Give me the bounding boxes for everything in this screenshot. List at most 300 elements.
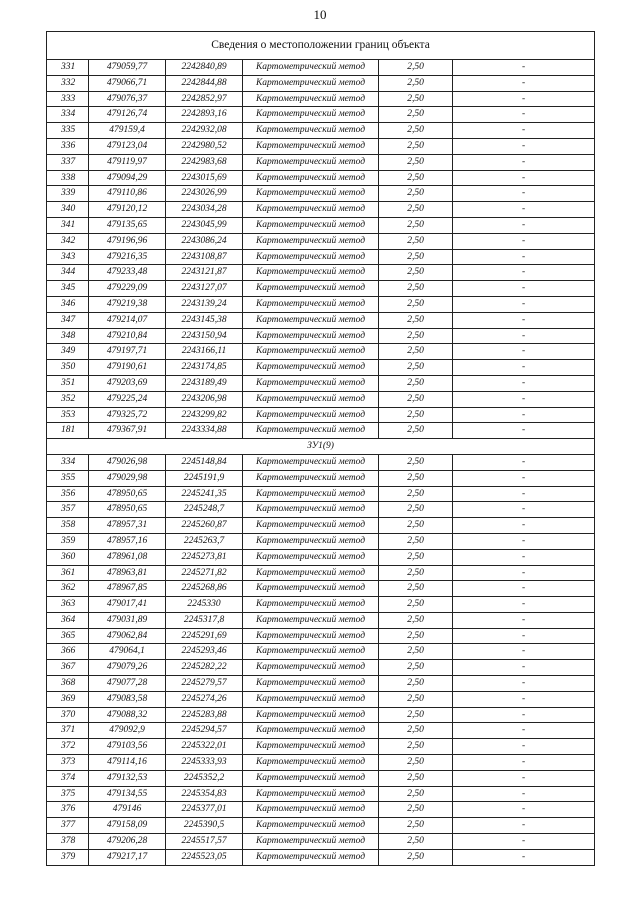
table-row <box>47 786 595 802</box>
accuracy-cell: 2,50 <box>379 123 453 139</box>
section-label: ЗУ1(9) <box>47 439 595 455</box>
table-row <box>47 344 595 360</box>
accuracy-cell: 2,50 <box>379 644 453 660</box>
table-row <box>47 154 595 170</box>
note-cell: - <box>453 407 595 423</box>
point-number-cell: 338 <box>47 170 89 186</box>
accuracy-cell: 2,50 <box>379 75 453 91</box>
accuracy-cell: 2,50 <box>379 407 453 423</box>
x-coordinate-cell: 479325,72 <box>89 407 166 423</box>
y-coordinate-cell: 2245330 <box>166 597 243 613</box>
x-coordinate-cell: 479134,55 <box>89 786 166 802</box>
x-coordinate-cell: 478950,65 <box>89 502 166 518</box>
table-row <box>47 644 595 660</box>
note-cell: - <box>453 755 595 771</box>
note-cell: - <box>453 691 595 707</box>
table-row <box>47 739 595 755</box>
method-cell: Картометрический метод <box>243 486 379 502</box>
point-number-cell: 356 <box>47 486 89 502</box>
method-cell: Картометрический метод <box>243 518 379 534</box>
x-coordinate-cell: 479135,65 <box>89 217 166 233</box>
point-number-cell: 353 <box>47 407 89 423</box>
point-number-cell: 350 <box>47 360 89 376</box>
note-cell: - <box>453 107 595 123</box>
point-number-cell: 379 <box>47 849 89 865</box>
note-cell: - <box>453 123 595 139</box>
point-number-cell: 336 <box>47 138 89 154</box>
accuracy-cell: 2,50 <box>379 375 453 391</box>
table-row <box>47 296 595 312</box>
note-cell: - <box>453 628 595 644</box>
y-coordinate-cell: 2245523,05 <box>166 849 243 865</box>
note-cell: - <box>453 486 595 502</box>
y-coordinate-cell: 2245274,26 <box>166 691 243 707</box>
method-cell: Картометрический метод <box>243 755 379 771</box>
method-cell: Картометрический метод <box>243 470 379 486</box>
y-coordinate-cell: 2245248,7 <box>166 502 243 518</box>
accuracy-cell: 2,50 <box>379 723 453 739</box>
method-cell: Картометрический метод <box>243 723 379 739</box>
table-row <box>47 328 595 344</box>
boundary-coordinates-table <box>46 31 595 866</box>
table-row <box>47 612 595 628</box>
point-number-cell: 348 <box>47 328 89 344</box>
note-cell: - <box>453 470 595 486</box>
method-cell: Картометрический метод <box>243 676 379 692</box>
method-cell: Картометрический метод <box>243 265 379 281</box>
method-cell: Картометрический метод <box>243 581 379 597</box>
point-number-cell: 349 <box>47 344 89 360</box>
table-row <box>47 802 595 818</box>
y-coordinate-cell: 2243206,98 <box>166 391 243 407</box>
x-coordinate-cell: 478967,85 <box>89 581 166 597</box>
x-coordinate-cell: 479225,24 <box>89 391 166 407</box>
point-number-cell: 369 <box>47 691 89 707</box>
x-coordinate-cell: 479217,17 <box>89 849 166 865</box>
point-number-cell: 343 <box>47 249 89 265</box>
note-cell: - <box>453 138 595 154</box>
x-coordinate-cell: 479233,48 <box>89 265 166 281</box>
method-cell: Картометрический метод <box>243 217 379 233</box>
table-row <box>47 375 595 391</box>
point-number-cell: 334 <box>47 454 89 470</box>
method-cell: Картометрический метод <box>243 834 379 850</box>
point-number-cell: 365 <box>47 628 89 644</box>
note-cell: - <box>453 581 595 597</box>
accuracy-cell: 2,50 <box>379 707 453 723</box>
y-coordinate-cell: 2243189,49 <box>166 375 243 391</box>
accuracy-cell: 2,50 <box>379 818 453 834</box>
y-coordinate-cell: 2243145,38 <box>166 312 243 328</box>
accuracy-cell: 2,50 <box>379 312 453 328</box>
accuracy-cell: 2,50 <box>379 186 453 202</box>
table-row <box>47 502 595 518</box>
note-cell: - <box>453 170 595 186</box>
table-row <box>47 834 595 850</box>
point-number-cell: 351 <box>47 375 89 391</box>
note-cell: - <box>453 375 595 391</box>
note-cell: - <box>453 612 595 628</box>
accuracy-cell: 2,50 <box>379 344 453 360</box>
y-coordinate-cell: 2243150,94 <box>166 328 243 344</box>
x-coordinate-cell: 479229,09 <box>89 281 166 297</box>
accuracy-cell: 2,50 <box>379 217 453 233</box>
accuracy-cell: 2,50 <box>379 202 453 218</box>
accuracy-cell: 2,50 <box>379 486 453 502</box>
method-cell: Картометрический метод <box>243 612 379 628</box>
x-coordinate-cell: 479092,9 <box>89 723 166 739</box>
y-coordinate-cell: 2243034,28 <box>166 202 243 218</box>
method-cell: Картометрический метод <box>243 360 379 376</box>
point-number-cell: 370 <box>47 707 89 723</box>
accuracy-cell: 2,50 <box>379 470 453 486</box>
section-row <box>47 439 595 455</box>
point-number-cell: 332 <box>47 75 89 91</box>
table-row <box>47 486 595 502</box>
note-cell: - <box>453 707 595 723</box>
method-cell: Картометрический метод <box>243 138 379 154</box>
x-coordinate-cell: 478963,81 <box>89 565 166 581</box>
x-coordinate-cell: 479026,98 <box>89 454 166 470</box>
accuracy-cell: 2,50 <box>379 549 453 565</box>
note-cell: - <box>453 533 595 549</box>
y-coordinate-cell: 2245282,22 <box>166 660 243 676</box>
accuracy-cell: 2,50 <box>379 676 453 692</box>
x-coordinate-cell: 479210,84 <box>89 328 166 344</box>
y-coordinate-cell: 2245294,57 <box>166 723 243 739</box>
point-number-cell: 344 <box>47 265 89 281</box>
accuracy-cell: 2,50 <box>379 533 453 549</box>
y-coordinate-cell: 2243045,99 <box>166 217 243 233</box>
x-coordinate-cell: 479017,41 <box>89 597 166 613</box>
method-cell: Картометрический метод <box>243 202 379 218</box>
x-coordinate-cell: 479110,86 <box>89 186 166 202</box>
x-coordinate-cell: 479367,91 <box>89 423 166 439</box>
table-row <box>47 470 595 486</box>
method-cell: Картометрический метод <box>243 123 379 139</box>
note-cell: - <box>453 217 595 233</box>
method-cell: Картометрический метод <box>243 533 379 549</box>
y-coordinate-cell: 2242893,16 <box>166 107 243 123</box>
accuracy-cell: 2,50 <box>379 581 453 597</box>
table-row <box>47 281 595 297</box>
point-number-cell: 377 <box>47 818 89 834</box>
method-cell: Картометрический метод <box>243 296 379 312</box>
y-coordinate-cell: 2245271,82 <box>166 565 243 581</box>
table-row <box>47 123 595 139</box>
x-coordinate-cell: 479120,12 <box>89 202 166 218</box>
method-cell: Картометрический метод <box>243 739 379 755</box>
x-coordinate-cell: 479119,97 <box>89 154 166 170</box>
accuracy-cell: 2,50 <box>379 281 453 297</box>
accuracy-cell: 2,50 <box>379 834 453 850</box>
accuracy-cell: 2,50 <box>379 249 453 265</box>
note-cell: - <box>453 233 595 249</box>
note-cell: - <box>453 186 595 202</box>
x-coordinate-cell: 479158,09 <box>89 818 166 834</box>
accuracy-cell: 2,50 <box>379 391 453 407</box>
method-cell: Картометрический метод <box>243 75 379 91</box>
note-cell: - <box>453 281 595 297</box>
point-number-cell: 364 <box>47 612 89 628</box>
table-row <box>47 691 595 707</box>
x-coordinate-cell: 479146 <box>89 802 166 818</box>
point-number-cell: 374 <box>47 770 89 786</box>
x-coordinate-cell: 479079,26 <box>89 660 166 676</box>
point-number-cell: 376 <box>47 802 89 818</box>
table-row <box>47 818 595 834</box>
x-coordinate-cell: 479196,96 <box>89 233 166 249</box>
x-coordinate-cell: 479103,56 <box>89 739 166 755</box>
x-coordinate-cell: 479214,07 <box>89 312 166 328</box>
table-row <box>47 549 595 565</box>
point-number-cell: 373 <box>47 755 89 771</box>
accuracy-cell: 2,50 <box>379 154 453 170</box>
method-cell: Картометрический метод <box>243 281 379 297</box>
method-cell: Картометрический метод <box>243 154 379 170</box>
point-number-cell: 371 <box>47 723 89 739</box>
note-cell: - <box>453 391 595 407</box>
note-cell: - <box>453 154 595 170</box>
x-coordinate-cell: 479064,1 <box>89 644 166 660</box>
note-cell: - <box>453 360 595 376</box>
method-cell: Картометрический метод <box>243 549 379 565</box>
note-cell: - <box>453 549 595 565</box>
note-cell: - <box>453 202 595 218</box>
point-number-cell: 341 <box>47 217 89 233</box>
accuracy-cell: 2,50 <box>379 91 453 107</box>
accuracy-cell: 2,50 <box>379 518 453 534</box>
accuracy-cell: 2,50 <box>379 328 453 344</box>
point-number-cell: 347 <box>47 312 89 328</box>
note-cell: - <box>453 328 595 344</box>
accuracy-cell: 2,50 <box>379 233 453 249</box>
y-coordinate-cell: 2243166,11 <box>166 344 243 360</box>
accuracy-cell: 2,50 <box>379 612 453 628</box>
x-coordinate-cell: 479123,04 <box>89 138 166 154</box>
point-number-cell: 362 <box>47 581 89 597</box>
accuracy-cell: 2,50 <box>379 60 453 76</box>
accuracy-cell: 2,50 <box>379 739 453 755</box>
method-cell: Картометрический метод <box>243 707 379 723</box>
method-cell: Картометрический метод <box>243 375 379 391</box>
accuracy-cell: 2,50 <box>379 265 453 281</box>
method-cell: Картометрический метод <box>243 233 379 249</box>
note-cell: - <box>453 565 595 581</box>
note-cell: - <box>453 818 595 834</box>
y-coordinate-cell: 2245352,2 <box>166 770 243 786</box>
accuracy-cell: 2,50 <box>379 597 453 613</box>
note-cell: - <box>453 249 595 265</box>
method-cell: Картометрический метод <box>243 423 379 439</box>
point-number-cell: 340 <box>47 202 89 218</box>
x-coordinate-cell: 479076,37 <box>89 91 166 107</box>
x-coordinate-cell: 479029,98 <box>89 470 166 486</box>
table-row <box>47 75 595 91</box>
note-cell: - <box>453 502 595 518</box>
y-coordinate-cell: 2245148,84 <box>166 454 243 470</box>
x-coordinate-cell: 479031,89 <box>89 612 166 628</box>
method-cell: Картометрический метод <box>243 691 379 707</box>
point-number-cell: 375 <box>47 786 89 802</box>
table-row <box>47 423 595 439</box>
note-cell: - <box>453 265 595 281</box>
point-number-cell: 333 <box>47 91 89 107</box>
y-coordinate-cell: 2245293,46 <box>166 644 243 660</box>
y-coordinate-cell: 2245191,9 <box>166 470 243 486</box>
method-cell: Картометрический метод <box>243 170 379 186</box>
accuracy-cell: 2,50 <box>379 660 453 676</box>
method-cell: Картометрический метод <box>243 328 379 344</box>
note-cell: - <box>453 91 595 107</box>
note-cell: - <box>453 312 595 328</box>
table-row <box>47 597 595 613</box>
y-coordinate-cell: 2245317,8 <box>166 612 243 628</box>
table-row <box>47 755 595 771</box>
note-cell: - <box>453 423 595 439</box>
point-number-cell: 361 <box>47 565 89 581</box>
x-coordinate-cell: 479083,58 <box>89 691 166 707</box>
y-coordinate-cell: 2242932,08 <box>166 123 243 139</box>
table-row <box>47 518 595 534</box>
y-coordinate-cell: 2245322,01 <box>166 739 243 755</box>
note-cell: - <box>453 723 595 739</box>
accuracy-cell: 2,50 <box>379 296 453 312</box>
y-coordinate-cell: 2245241,35 <box>166 486 243 502</box>
x-coordinate-cell: 479059,77 <box>89 60 166 76</box>
x-coordinate-cell: 479159,4 <box>89 123 166 139</box>
point-number-cell: 346 <box>47 296 89 312</box>
table-row <box>47 249 595 265</box>
x-coordinate-cell: 479088,32 <box>89 707 166 723</box>
y-coordinate-cell: 2245283,88 <box>166 707 243 723</box>
method-cell: Картометрический метод <box>243 60 379 76</box>
note-cell: - <box>453 849 595 865</box>
note-cell: - <box>453 597 595 613</box>
table-row <box>47 60 595 76</box>
table-row <box>47 407 595 423</box>
point-number-cell: 378 <box>47 834 89 850</box>
table-row <box>47 723 595 739</box>
method-cell: Картометрический метод <box>243 91 379 107</box>
accuracy-cell: 2,50 <box>379 565 453 581</box>
table-row <box>47 454 595 470</box>
y-coordinate-cell: 2245390,5 <box>166 818 243 834</box>
y-coordinate-cell: 2242840,89 <box>166 60 243 76</box>
y-coordinate-cell: 2243086,24 <box>166 233 243 249</box>
accuracy-cell: 2,50 <box>379 360 453 376</box>
y-coordinate-cell: 2245268,86 <box>166 581 243 597</box>
table-row <box>47 391 595 407</box>
table-title: Сведения о местоположении границ объекта <box>47 32 595 60</box>
note-cell: - <box>453 676 595 692</box>
table-row <box>47 265 595 281</box>
x-coordinate-cell: 479114,16 <box>89 755 166 771</box>
x-coordinate-cell: 479094,29 <box>89 170 166 186</box>
point-number-cell: 357 <box>47 502 89 518</box>
point-number-cell: 358 <box>47 518 89 534</box>
table-row <box>47 202 595 218</box>
y-coordinate-cell: 2245333,93 <box>166 755 243 771</box>
point-number-cell: 339 <box>47 186 89 202</box>
method-cell: Картометрический метод <box>243 818 379 834</box>
note-cell: - <box>453 296 595 312</box>
x-coordinate-cell: 479062,84 <box>89 628 166 644</box>
method-cell: Картометрический метод <box>243 628 379 644</box>
y-coordinate-cell: 2245291,69 <box>166 628 243 644</box>
y-coordinate-cell: 2245263,7 <box>166 533 243 549</box>
table-row <box>47 849 595 865</box>
table-row <box>47 217 595 233</box>
x-coordinate-cell: 478961,08 <box>89 549 166 565</box>
y-coordinate-cell: 2245273,81 <box>166 549 243 565</box>
note-cell: - <box>453 770 595 786</box>
y-coordinate-cell: 2243127,07 <box>166 281 243 297</box>
table-row <box>47 628 595 644</box>
method-cell: Картометрический метод <box>243 597 379 613</box>
table-row <box>47 565 595 581</box>
table-row <box>47 170 595 186</box>
point-number-cell: 345 <box>47 281 89 297</box>
method-cell: Картометрический метод <box>243 849 379 865</box>
method-cell: Картометрический метод <box>243 770 379 786</box>
note-cell: - <box>453 660 595 676</box>
point-number-cell: 359 <box>47 533 89 549</box>
x-coordinate-cell: 479219,38 <box>89 296 166 312</box>
y-coordinate-cell: 2243299,82 <box>166 407 243 423</box>
method-cell: Картометрический метод <box>243 344 379 360</box>
method-cell: Картометрический метод <box>243 565 379 581</box>
point-number-cell: 367 <box>47 660 89 676</box>
x-coordinate-cell: 479203,69 <box>89 375 166 391</box>
accuracy-cell: 2,50 <box>379 849 453 865</box>
method-cell: Картометрический метод <box>243 249 379 265</box>
x-coordinate-cell: 478957,31 <box>89 518 166 534</box>
page-number: 10 <box>313 7 327 22</box>
point-number-cell: 366 <box>47 644 89 660</box>
y-coordinate-cell: 2245354,83 <box>166 786 243 802</box>
point-number-cell: 368 <box>47 676 89 692</box>
table-row <box>47 707 595 723</box>
table-row <box>47 233 595 249</box>
x-coordinate-cell: 479066,71 <box>89 75 166 91</box>
note-cell: - <box>453 344 595 360</box>
accuracy-cell: 2,50 <box>379 138 453 154</box>
table-row <box>47 312 595 328</box>
y-coordinate-cell: 2242983,68 <box>166 154 243 170</box>
table-row <box>47 138 595 154</box>
accuracy-cell: 2,50 <box>379 170 453 186</box>
y-coordinate-cell: 2242844,88 <box>166 75 243 91</box>
x-coordinate-cell: 479197,71 <box>89 344 166 360</box>
y-coordinate-cell: 2243121,87 <box>166 265 243 281</box>
x-coordinate-cell: 478957,16 <box>89 533 166 549</box>
accuracy-cell: 2,50 <box>379 802 453 818</box>
point-number-cell: 181 <box>47 423 89 439</box>
y-coordinate-cell: 2242980,52 <box>166 138 243 154</box>
point-number-cell: 334 <box>47 107 89 123</box>
x-coordinate-cell: 479190,61 <box>89 360 166 376</box>
table-row <box>47 107 595 123</box>
point-number-cell: 337 <box>47 154 89 170</box>
table-row <box>47 581 595 597</box>
y-coordinate-cell: 2243026,99 <box>166 186 243 202</box>
note-cell: - <box>453 518 595 534</box>
y-coordinate-cell: 2245517,57 <box>166 834 243 850</box>
accuracy-cell: 2,50 <box>379 107 453 123</box>
point-number-cell: 360 <box>47 549 89 565</box>
y-coordinate-cell: 2243108,87 <box>166 249 243 265</box>
